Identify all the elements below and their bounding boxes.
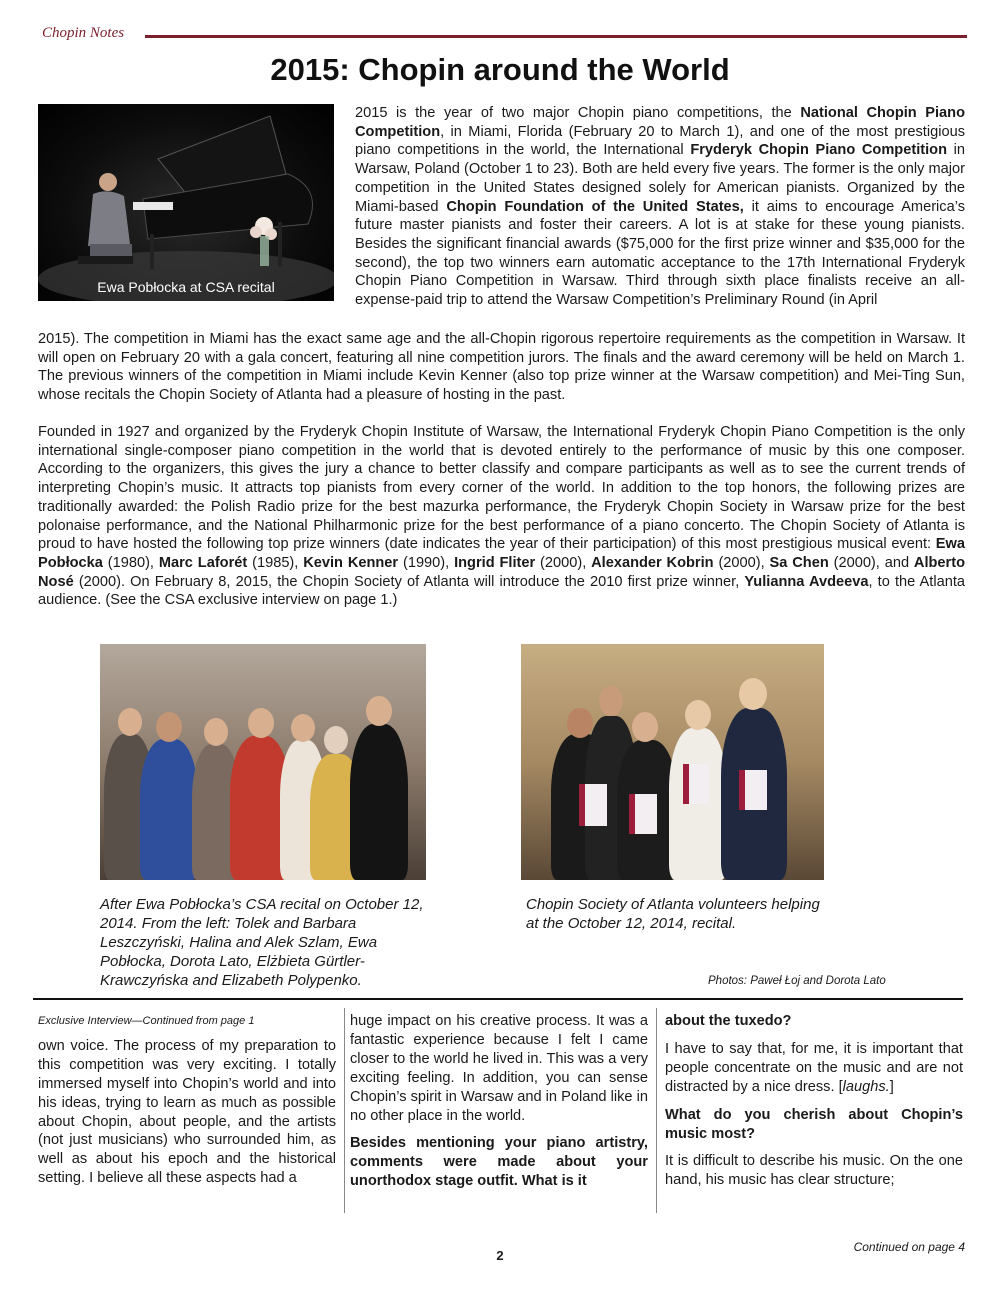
pianist-photo — [38, 104, 334, 301]
intro-text: 2015 is the year of two major Chopin piano competitions, the — [355, 105, 801, 121]
winner-name: Alexander Kobrin — [591, 554, 714, 571]
winner-name: Sa Chen — [769, 554, 829, 571]
intro-bold-1: National Chopin Piano Competition — [355, 105, 965, 140]
intro-text: , in Miami, Florida (February 20 to March 1), and one of the most prestigious piano competitions in the world, the International — [355, 123, 965, 159]
warsaw-text: (2000), and — [828, 554, 914, 571]
interview-text: own voice. The process of my preparation to this competition was very exciting. I totally immersed myself into Chopin’s world and into his ideas, trying to learn as much as possible about Chopin, about people, and the artists (not just musicians) who surrounded him, as well as about his epoch and the historical setting. I believe all these aspects had a — [38, 1037, 336, 1187]
warsaw-text: (2000), — [713, 554, 770, 571]
intro-paragraph — [355, 104, 965, 310]
intro-continued-text: 2015). The competition in Miami has the exact same age and the all-Chopin rigorous repertoire requirements as the competition in Warsaw. It will open on February 20 with a gala concert, featuring all nine competition jurors. The finals and the award ceremony will be held on March 1. The previous winners of the competition in Miami include Kevin Kenner (also top prize winner at the Warsaw competition) and Mei-Ting Sun, whose recitals the Chopin Society of Atlanta had a pleasure of hosting in the past. — [38, 331, 965, 404]
photo-credit: Photos: Paweł Łoj and Dorota Lato — [708, 975, 886, 987]
reception-group-photo — [100, 644, 426, 880]
warsaw-text: (1990), — [398, 554, 455, 571]
pianist-photo-caption: Ewa Pobłocka at CSA recital — [97, 279, 275, 295]
warsaw-text: (2000), — [535, 554, 592, 571]
intro-text: it aims to encourage America’s future master pianists and foster their careers. A lot is at stake for these young pianists. Besides the significant financial awards ($75,000 for the first prize winner and $35,000 for the second), the top two winners earn automatic acceptance to the 17th International Fryderyk Chopin Piano Competition in Warsaw. Third through sixth place finalists receive an all-expense-paid trip to attend the Warsaw Competition’s Preliminary Round (in April — [355, 198, 965, 309]
reception-photo-caption: After Ewa Pobłocka’s CSA recital on October 12, 2014. From the left: Tolek and Barbara Leszczyński, Halina and Alek Szlam, Ewa Pobłocka, Dorota Lato, Elżbieta Gürtler-Krawczyńska and Elizabeth Polypenko. — [100, 896, 424, 989]
intro-text: in Warsaw, Poland (October 1 to 23). Both are held every five years. The former is the only major competition in the United States designed solely for American pianists. Organized by the Miami-based — [355, 142, 965, 215]
interview-column-3 — [665, 1012, 963, 1199]
interview-question: about the tuxedo? — [665, 1013, 792, 1029]
winner-name: Kevin Kenner — [303, 554, 399, 571]
interview-text: huge impact on his creative process. It was a fantastic experience because I felt I came closer to the world he lived in. This was a very exciting feeling. In addition, you can sense Chopin’s spirit in Warsaw and in Poland like in no other place in the world. — [350, 1013, 648, 1124]
column-rule — [656, 1008, 657, 1213]
intro-paragraph-continued — [38, 330, 965, 405]
intro-bold-3: Chopin Foundation of the United States, — [446, 198, 744, 215]
warsaw-paragraph — [38, 423, 965, 610]
winner-name: Ingrid Fliter — [454, 554, 536, 571]
newsletter-name: Chopin Notes — [42, 25, 125, 41]
volunteers-photo — [521, 644, 824, 880]
warsaw-text: Founded in 1927 and organized by the Fryderyk Chopin Institute of Warsaw, the International Fryderyk Chopin Piano Competition is the only international single-composer piano competition in the world that is devoted entirely to the performance of music by this one composer. According to the organizers, this gives the jury a chance to better classify and compare participants as well as to see the current trends of interpreting Chopin’s music. It attracts top pianists from every corner of the world. In addition to the top honors, the following prizes are traditionally awarded: the Polish Radio prize for the best mazurka performance, the Fryderyk Chopin Society in Warsaw prize for the best polonaise performance, and the National Philharmonic prize for the best performance of a piano concerto. The Chopin Society of Atlanta is proud to have hosted the following top prize winners (date indicates the year of their participation) of this most prestigious musical event: — [38, 424, 965, 553]
warsaw-text: (1985), — [247, 554, 304, 571]
answer-text: ] — [889, 1078, 894, 1095]
warsaw-text: (2000). On February 8, 2015, the Chopin Society of Atlanta will introduce the 2010 first prize winner, — [73, 573, 745, 590]
continued-on-note: Continued on page 4 — [853, 1240, 965, 1254]
answer-text: I have to say that, for me, it is important that people concentrate on the music and are not distracted by a nice dress. [ — [665, 1040, 963, 1095]
interview-question: Besides mentioning your piano artistry, comments were made about your unorthodox stage outfit. What is it — [350, 1135, 648, 1190]
volunteers-photo-caption: Chopin Society of Atlanta volunteers helping at the October 12, 2014, recital. — [526, 896, 820, 932]
warsaw-text: , to the Atlanta audience. (See the CSA exclusive interview on page 1.) — [38, 573, 965, 609]
winner-name: Ewa Pobłocka — [38, 536, 965, 571]
intro-bold-2: Fryderyk Chopin Piano Competition — [690, 142, 947, 159]
winner-name: Yulianna Avdeeva — [744, 573, 869, 590]
interview-answer: It is difficult to describe his music. On the one hand, his music has clear structure; — [665, 1153, 963, 1189]
interview-question: What do you cherish about Chopin’s music most? — [665, 1106, 963, 1142]
winner-name: Alberto Nosé — [38, 554, 965, 590]
answer-aside: laughs. — [842, 1078, 890, 1095]
article-title: 2015: Chopin around the World — [270, 52, 730, 87]
header-rule — [145, 35, 967, 38]
interview-column-1 — [38, 1012, 336, 1197]
page-number: 2 — [496, 1248, 504, 1263]
warsaw-text: (1980), — [102, 554, 159, 571]
winner-name: Marc Laforét — [158, 554, 248, 571]
column-rule — [344, 1008, 345, 1213]
interview-answer — [665, 1040, 963, 1097]
continued-from-note: Exclusive Interview—Continued from page 1 — [38, 1015, 255, 1027]
section-divider — [33, 998, 963, 1000]
interview-column-2 — [350, 1012, 648, 1200]
